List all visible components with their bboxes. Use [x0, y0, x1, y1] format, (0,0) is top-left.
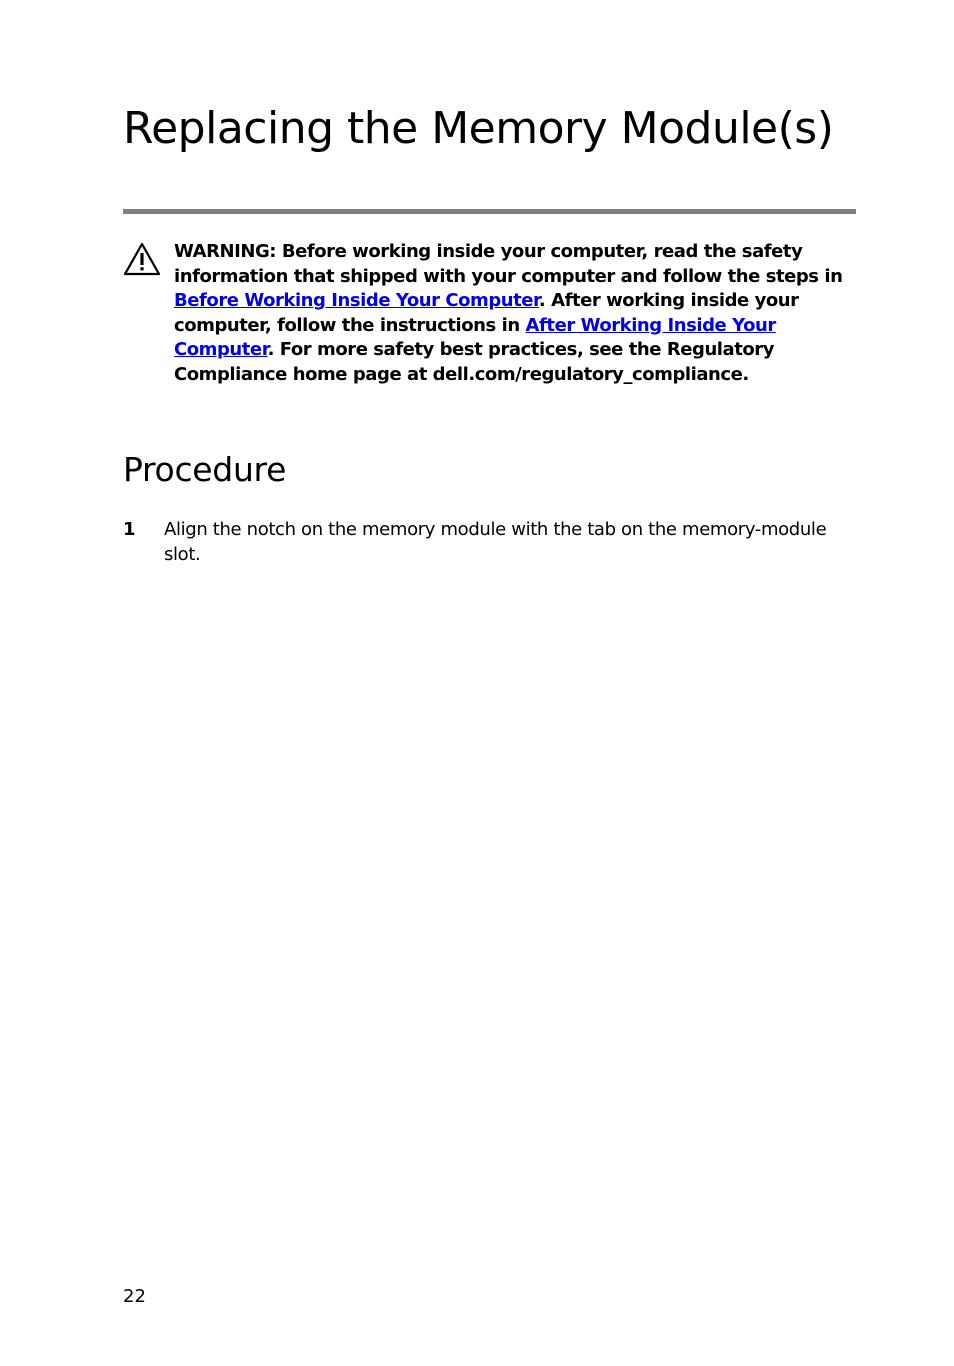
step-number: 1 [123, 519, 136, 540]
title-divider [123, 209, 856, 214]
warning-text-part-2: . After working inside your computer, follow the instructions in [174, 290, 799, 336]
warning-triangle-icon [123, 242, 161, 276]
page-title: Replacing the Memory Module(s) [123, 103, 834, 154]
procedure-heading: Procedure [123, 450, 287, 489]
page-number: 22 [123, 1286, 146, 1307]
warning-note [174, 240, 846, 388]
step-text: Align the notch on the memory module with the tab on the memory-module slot. [164, 519, 827, 565]
warning-text-part-3: . For more safety best practices, see the Regulatory Compliance home page at dell.com/regulatory_compliance. [174, 339, 775, 385]
warning-text-part-1: WARNING: Before working inside your computer, read the safety information that shipped with your computer and follow the steps in [174, 241, 843, 287]
before-working-link[interactable]: Before Working Inside Your Computer [174, 290, 539, 312]
after-working-link[interactable]: After Working Inside Your Computer [174, 314, 776, 361]
